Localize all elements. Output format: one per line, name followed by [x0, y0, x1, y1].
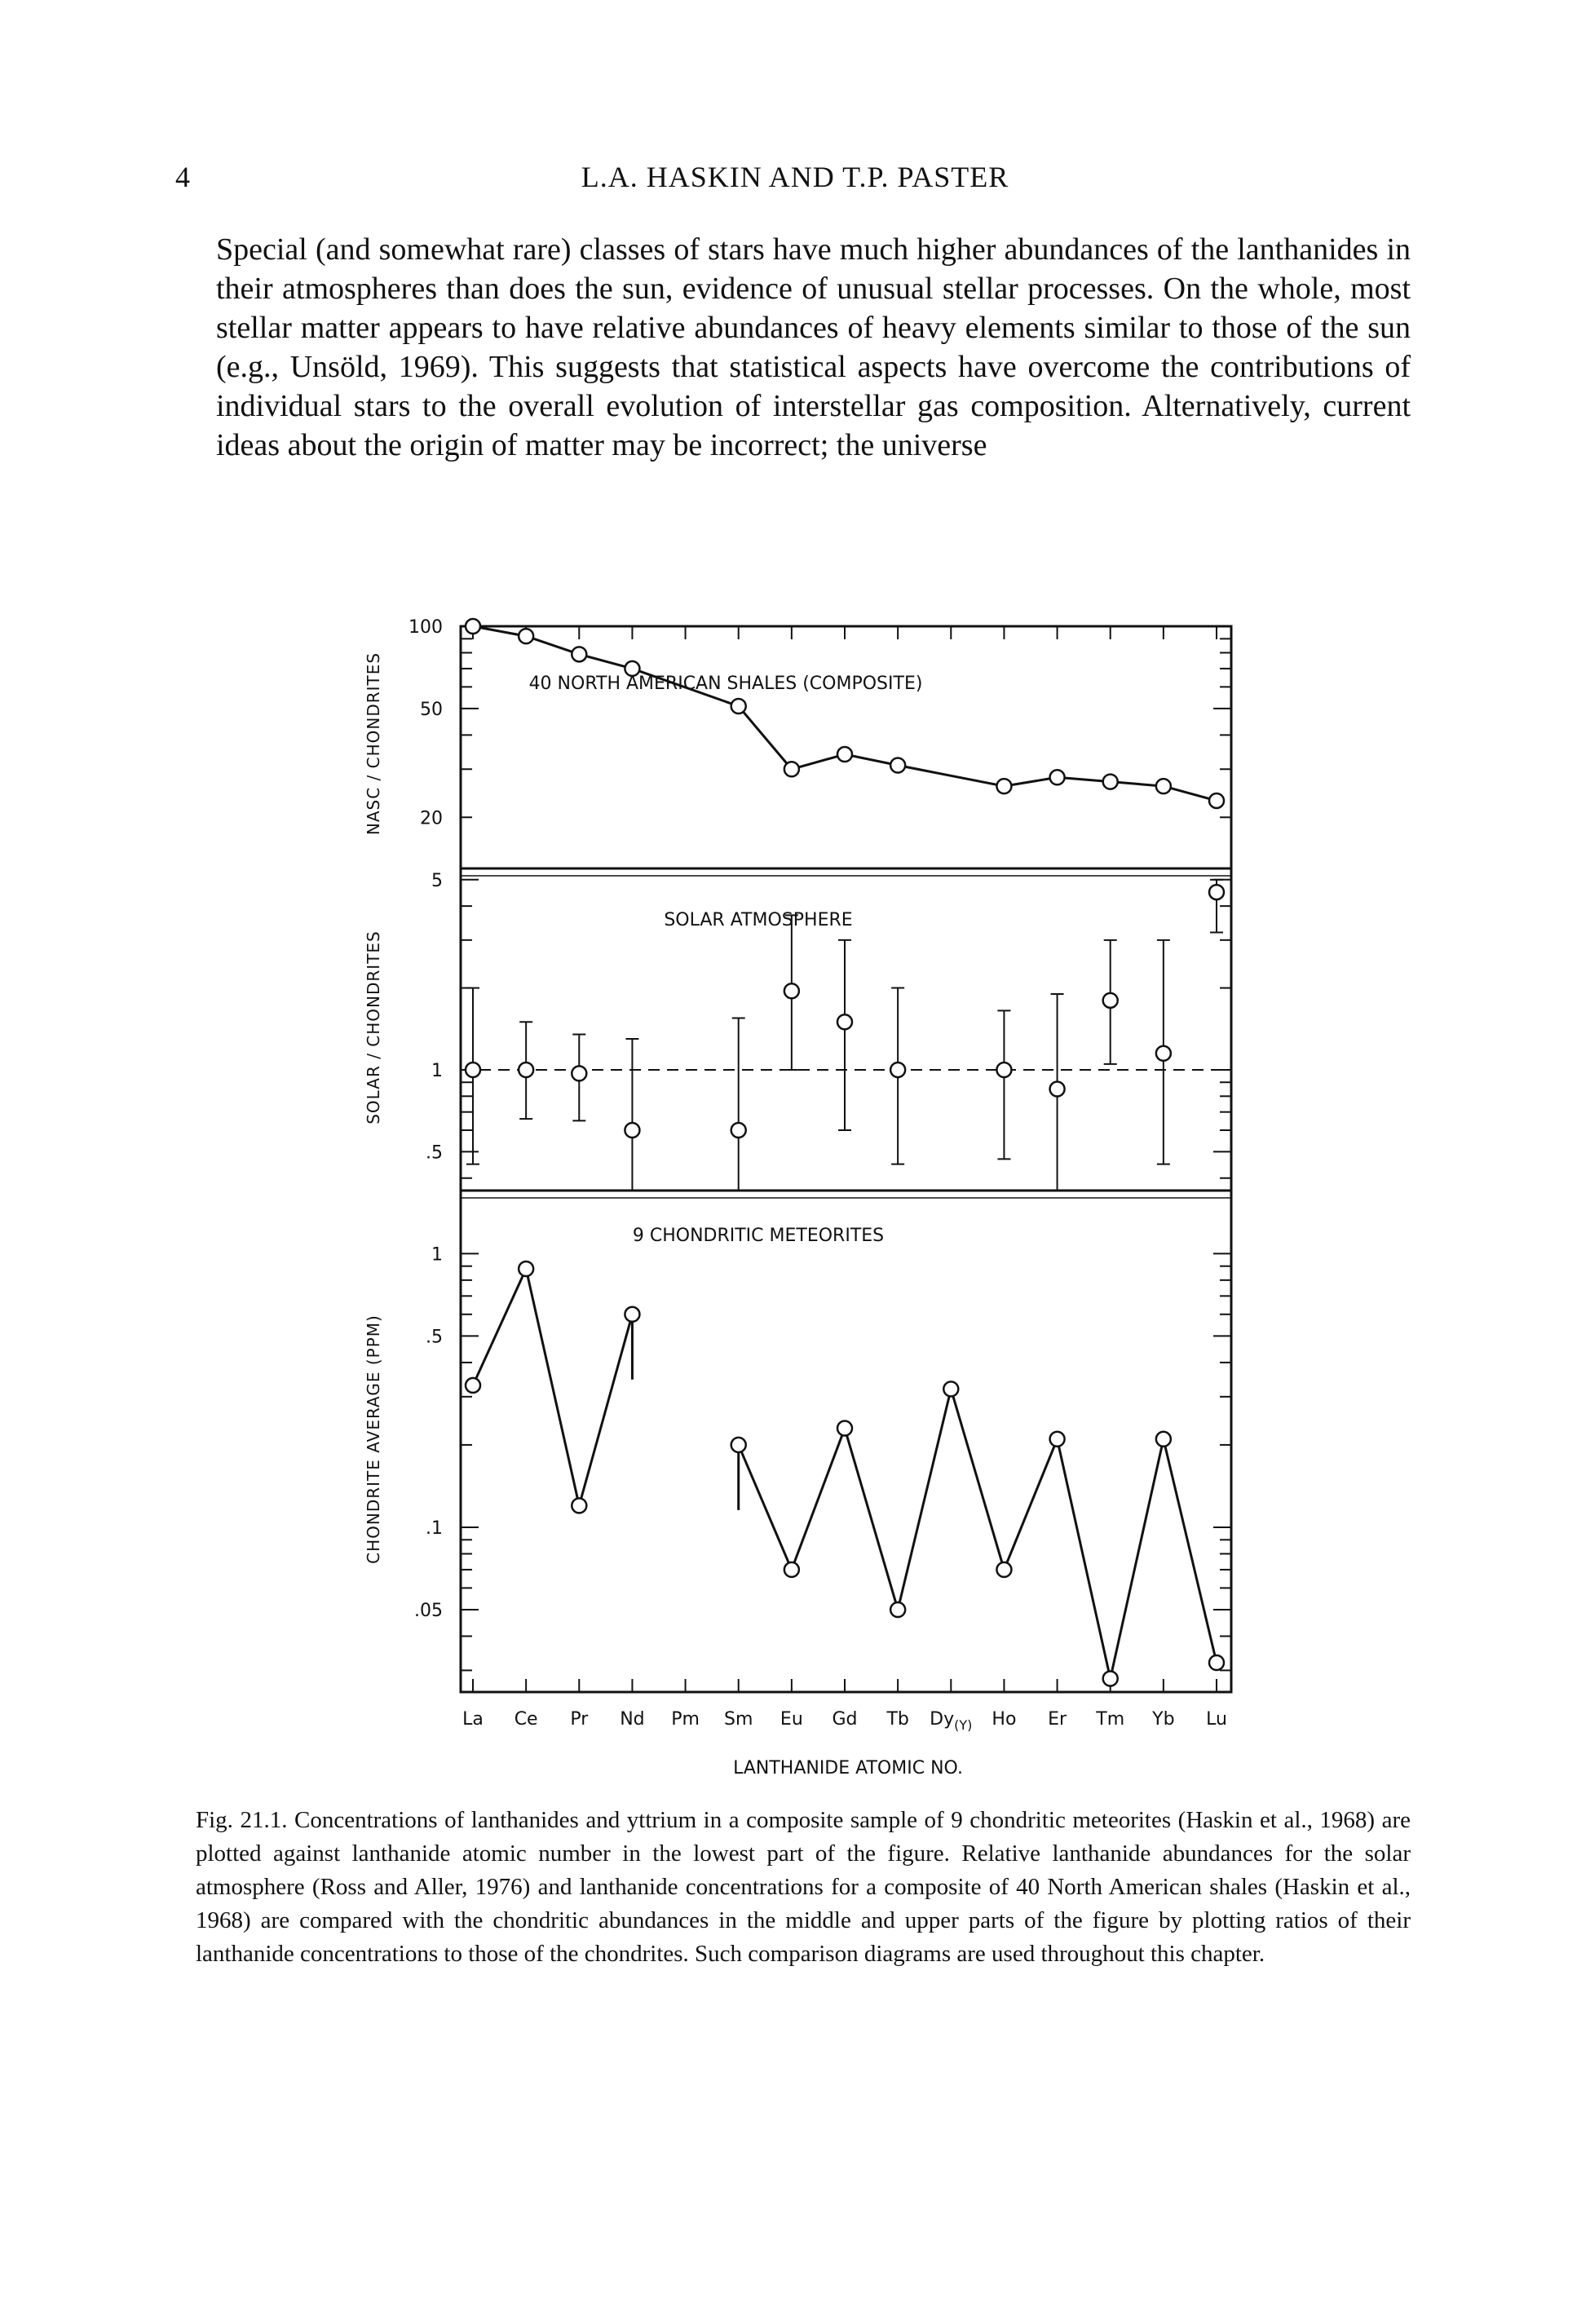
- x-tick-label: [724, 1709, 753, 1730]
- shales-data-point: [572, 647, 586, 661]
- x-tick-label-main: Dy: [930, 1709, 955, 1730]
- x-tick-label: [671, 1709, 700, 1730]
- chondrite-data-point: [890, 1602, 905, 1617]
- shales-y-tick-label: 50: [420, 699, 443, 720]
- body-paragraph: Special (and somewhat rare) classes of stars have much higher abundances of the lanthanides in their atmospheres than does the sun, evidence of unusual stellar processes. On the whole, most stellar matter appears to have relative abundances of heavy elements similar to those of the sun (e.g., Unsöld, 1969). This suggests that statistical aspects have overcome the contributions of individual stars to the overall evolution of interstellar gas composition. Alternatively, current ideas about the origin of matter may be incorrect; the universe: [216, 232, 1411, 462]
- x-tick-label: [780, 1709, 803, 1730]
- page-header: [175, 160, 1415, 201]
- shales-y-tick-label: 20: [420, 808, 443, 829]
- solar-data-point: [1209, 885, 1224, 899]
- solar-data-point: [466, 1063, 480, 1077]
- x-axis-label: LANTHANIDE ATOMIC NO.: [733, 1758, 963, 1778]
- shales-data-point: [1156, 779, 1171, 793]
- chondrite-data-point: [731, 1438, 746, 1452]
- shales-data-point: [837, 747, 852, 762]
- x-tick-label-sub: (Y): [954, 1717, 973, 1733]
- x-tick-label: [1206, 1709, 1227, 1730]
- page-number: 4: [175, 161, 190, 193]
- x-tick-label-main: Tb: [886, 1709, 909, 1730]
- shales-data-point: [1209, 793, 1224, 808]
- shales-y-axis-label: NASC / CHONDRITES: [364, 652, 383, 836]
- x-tick-label-main: Pr: [570, 1709, 589, 1730]
- chondrite-series-line: [739, 1389, 1217, 1678]
- chondrites-y-tick-label: .1: [426, 1518, 443, 1539]
- chondrite-data-point: [572, 1498, 586, 1513]
- chondrite-data-point: [1156, 1432, 1171, 1447]
- x-tick-label-main: Sm: [724, 1709, 753, 1730]
- shales-data-point: [519, 629, 533, 643]
- solar-data-point: [996, 1063, 1011, 1077]
- shales-y-tick-label: 100: [409, 617, 443, 638]
- chondrite-data-point: [1209, 1655, 1224, 1670]
- x-tick-label-main: Lu: [1206, 1709, 1227, 1730]
- x-tick-label-main: Nd: [620, 1709, 645, 1730]
- chondrite-data-point: [1050, 1432, 1065, 1447]
- x-tick-label: [515, 1709, 538, 1730]
- x-tick-label-main: Eu: [780, 1709, 803, 1730]
- x-tick-label-main: Yb: [1152, 1709, 1175, 1730]
- x-tick-label: [930, 1709, 972, 1733]
- x-tick-label: [886, 1709, 908, 1730]
- solar-data-point: [837, 1014, 852, 1029]
- x-tick-label: [992, 1709, 1016, 1730]
- solar-data-point: [572, 1066, 586, 1080]
- solar-data-point: [625, 1123, 639, 1138]
- chondrites-y-tick-label: .5: [426, 1327, 443, 1348]
- x-tick-label-main: Tm: [1096, 1709, 1125, 1730]
- figure-lanthanide-plot: [351, 603, 1288, 1778]
- x-tick-label: [462, 1709, 484, 1730]
- x-tick-label-main: Er: [1048, 1709, 1067, 1730]
- solar-data-point: [784, 983, 799, 998]
- solar-y-tick-label: 5: [431, 870, 443, 891]
- shales-data-point: [890, 758, 905, 772]
- x-tick-label-main: Pm: [671, 1709, 700, 1730]
- chondrite-data-point: [1103, 1671, 1118, 1686]
- figure-svg: [351, 603, 1288, 1778]
- shales-data-point: [1103, 775, 1118, 789]
- chondrite-data-point: [943, 1381, 958, 1396]
- solar-y-tick-label: .5: [426, 1142, 443, 1164]
- shales-data-point: [466, 619, 480, 634]
- solar-data-point: [519, 1063, 533, 1077]
- solar-data-point: [1050, 1082, 1065, 1097]
- solar-data-point: [1103, 993, 1118, 1008]
- shales-data-point: [1050, 770, 1065, 784]
- chondrite-series-line: [473, 1269, 632, 1505]
- plot-marks: [461, 619, 1231, 1686]
- chondrite-data-point: [519, 1261, 533, 1276]
- chondrite-data-point: [784, 1562, 799, 1577]
- x-tick-label-main: La: [462, 1709, 484, 1730]
- shales-data-point: [784, 762, 799, 776]
- chondrites-panel-title: 9 CHONDRITIC METEORITES: [632, 1226, 885, 1246]
- x-tick-label: [832, 1709, 857, 1730]
- chondrites-y-tick-label: .05: [414, 1600, 443, 1621]
- solar-data-point: [731, 1123, 746, 1138]
- solar-data-point: [890, 1063, 905, 1077]
- x-tick-label-main: Ho: [992, 1709, 1017, 1730]
- chondrites-y-tick-label: 1: [431, 1244, 443, 1266]
- x-tick-label: [1095, 1709, 1124, 1730]
- x-tick-label-main: Ce: [514, 1709, 538, 1730]
- chondrite-data-point: [466, 1378, 480, 1393]
- x-tick-label: [1048, 1709, 1067, 1730]
- running-head: L.A. HASKIN AND T.P. PASTER: [581, 161, 1009, 193]
- x-tick-label-main: Gd: [832, 1709, 858, 1730]
- solar-y-axis-label: SOLAR / CHONDRITES: [364, 930, 383, 1124]
- figure-caption: Fig. 21.1. Concentrations of lanthanides and yttrium in a composite sample of 9 chondritic meteorites (Haskin et al., 1968) are plotted against lanthanide atomic number in the lowest part of the figure. Relative lanthanide abundances for the solar atmosphere (Ross and Aller, 1976) and lanthanide concentrations for a composite of 40 North American shales (Haskin et al., 1968) are compared with the chondritic abundances in the middle and upper parts of the figure by plotting ratios of their lanthanide concentrations to those of the chondrites. Such comparison diagrams are used throughout this chapter.: [196, 1807, 1411, 1967]
- shales-data-point: [731, 699, 746, 714]
- solar-panel-title: SOLAR ATMOSPHERE: [664, 910, 853, 930]
- x-tick-label: [1151, 1709, 1174, 1730]
- chondrite-data-point: [625, 1307, 639, 1322]
- shales-panel-title: 40 NORTH AMERICAN SHALES (COMPOSITE): [528, 674, 923, 694]
- chondrite-data-point: [837, 1421, 852, 1436]
- chondrite-data-point: [996, 1562, 1011, 1577]
- shales-data-point: [996, 779, 1011, 793]
- chondrites-y-axis-label: CHONDRITE AVERAGE (PPM): [364, 1314, 383, 1564]
- solar-y-tick-label: 1: [431, 1060, 443, 1081]
- x-tick-label: [570, 1709, 589, 1730]
- x-tick-label: [620, 1709, 644, 1730]
- solar-data-point: [1156, 1046, 1171, 1061]
